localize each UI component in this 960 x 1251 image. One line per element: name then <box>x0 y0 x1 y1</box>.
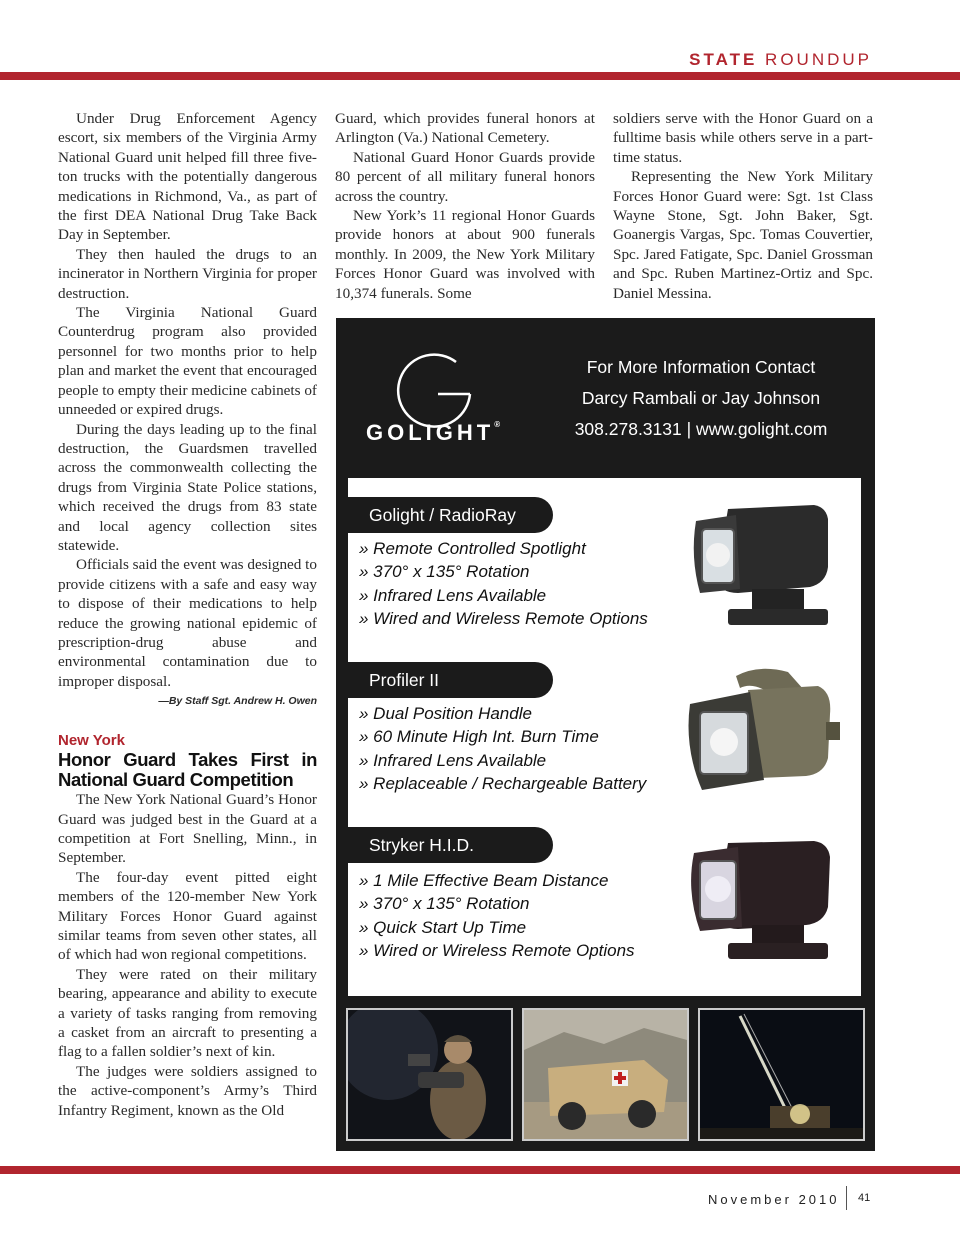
footer-issue-date: November 2010 <box>708 1192 840 1207</box>
ad-product-panel <box>348 478 861 996</box>
section-header <box>689 50 872 70</box>
product-stryker-hid <box>348 827 861 987</box>
product-feature: » Wired or Wireless Remote Options <box>359 941 635 961</box>
article1-paragraph: Under Drug Enforcement Agency escort, six members of the Virginia Army National Guard unit helped fill three five-ton trucks with the potentially dangerous medications in Richmond, Va., as part of the first DEA National Drug Take Back Day in September. <box>58 110 317 244</box>
section-header-bold: STATE <box>689 50 758 69</box>
ad-contact-block <box>566 352 836 445</box>
article1-byline: —By Staff Sgt. Andrew H. Owen <box>158 695 317 708</box>
article2-state-label: New York <box>58 732 125 750</box>
article2-paragraph: New York’s 11 regional Honor Guards provide honors at about 900 funerals monthly. In 2009, the New York Military Forces Honor Guard was involved with 10,374 funerals. Some <box>335 207 595 302</box>
product-feature: » Remote Controlled Spotlight <box>359 539 586 558</box>
military-vehicle-photo <box>522 1008 689 1141</box>
article2-paragraph: The New York National Guard’s Honor Guard was judged best in the Guard at a competition at Fort Snelling, Minn., in September. <box>58 791 317 867</box>
page-number: 41 <box>858 1192 871 1204</box>
article2-paragraph: The judges were soldiers assigned to the active-component’s Army’s Third Infantry Regiment, known as the Old <box>58 1062 317 1119</box>
product-feature-list <box>359 537 648 631</box>
night-scene-photo <box>698 1008 865 1141</box>
column-3 <box>613 109 873 303</box>
article1-paragraph: Officials said the event was designed to provide citizens with a safe and easy way to dispose of their medications to help reduce the growing national epidemic of prescription-drug abuse and environmental contamination due to improper disposal. <box>58 556 317 690</box>
article2-paragraph: They were rated on their military bearing, appearance and ability to execute a variety of tasks ranging from removing a casket from an aircraft to presenting a flag to a fallen soldier’s next of kin. <box>58 965 317 1061</box>
product-feature: » Infrared Lens Available <box>359 750 547 770</box>
article2-paragraph: The four-day event pitted eight members of the 120-member New York Military Forces Honor Guard against similar teams from seven other states, all of which had won regional competitions. <box>58 868 317 964</box>
profiler-spotlight-image <box>678 662 848 802</box>
bottom-rule <box>0 1166 960 1174</box>
ad-contact-line-3: 308.278.3131 | www.golight.com <box>574 419 828 439</box>
article2-paragraph: soldiers serve with the Honor Guard on a fulltime basis while others serve in a part-time status. <box>613 110 873 166</box>
product-feature: » Quick Start Up Time <box>359 917 527 937</box>
product-feature: » Dual Position Handle <box>359 704 532 723</box>
product-feature: » Infrared Lens Available <box>359 585 547 605</box>
radioray-spotlight-image <box>678 497 848 637</box>
product-feature: » 370° x 135° Rotation <box>359 562 530 582</box>
ad-contact-line-2: Darcy Rambali or Jay Johnson <box>581 388 821 408</box>
product-feature: » 1 Mile Effective Beam Distance <box>359 871 609 890</box>
article2-paragraph: Guard, which provides funeral honors at Arlington (Va.) National Cemetery. <box>335 110 595 147</box>
night-photo-image <box>700 1010 863 1139</box>
golight-advertisement <box>336 318 875 1151</box>
product-feature-list <box>359 869 635 963</box>
trademark-symbol: ® <box>494 420 501 429</box>
article2-paragraph: National Guard Honor Guards provide 80 percent of all military funeral honors across the country. <box>335 148 595 205</box>
product-name-tab: Profiler II <box>348 662 553 698</box>
article2-headline: Honor Guard Takes First in National Guard Competition <box>58 749 317 790</box>
footer-separator <box>846 1186 847 1210</box>
soldier-with-spotlight-photo <box>346 1008 513 1141</box>
article1-paragraph: The Virginia National Guard Counterdrug program also provided personnel for two months prior to help plan and market the event that encouraged people to empty their medicine cabinets of unneeded or expired drugs. <box>58 304 317 419</box>
product-radioray <box>348 497 861 657</box>
column-1 <box>58 109 317 1120</box>
column-2 <box>335 109 595 303</box>
stryker-spotlight-image <box>678 831 848 971</box>
golight-logo-icon <box>366 336 506 466</box>
product-feature: » Wired and Wireless Remote Options <box>359 609 648 629</box>
vehicle-photo-image <box>524 1010 687 1139</box>
article2-paragraph: Representing the New York Military Forces Honor Guard were: Sgt. 1st Class Wayne Stone, Sgt. John Baker, Sgt. Goanergis Vargas, Spc. Tomas Couvertier, Spc. Jared Fatigate, Spc. Daniel Grossman and Spc. Ruben Martinez-Ortiz and Spc. Daniel Messina. <box>613 168 873 302</box>
product-name-tab: Golight / RadioRay <box>348 497 553 533</box>
section-header-rest: ROUNDUP <box>765 50 872 69</box>
golight-brand <box>366 420 500 446</box>
product-feature: » Replaceable / Rechargeable Battery <box>359 774 647 794</box>
golight-brand-name: GOLIGHT <box>366 420 495 445</box>
product-name-tab: Stryker H.I.D. <box>348 827 553 863</box>
soldier-photo-image <box>348 1010 511 1139</box>
ad-photo-strip <box>346 1008 865 1141</box>
top-rule <box>0 72 960 80</box>
product-feature: » 60 Minute High Int. Burn Time <box>359 727 599 747</box>
article1-paragraph: During the days leading up to the final destruction, the Guardsmen travelled across the commonwealth collecting the drugs from Virginia State Police stations, which received the drugs from 83 state and local agency collection sites statewide. <box>58 420 317 554</box>
product-profiler-ii <box>348 662 861 822</box>
product-feature: » 370° x 135° Rotation <box>359 894 530 914</box>
article1-paragraph: They then hauled the drugs to an incinerator in Northern Virginia for proper destruction. <box>58 245 317 302</box>
ad-contact-line-1: For More Information Contact <box>586 357 816 377</box>
product-feature-list <box>359 702 646 796</box>
